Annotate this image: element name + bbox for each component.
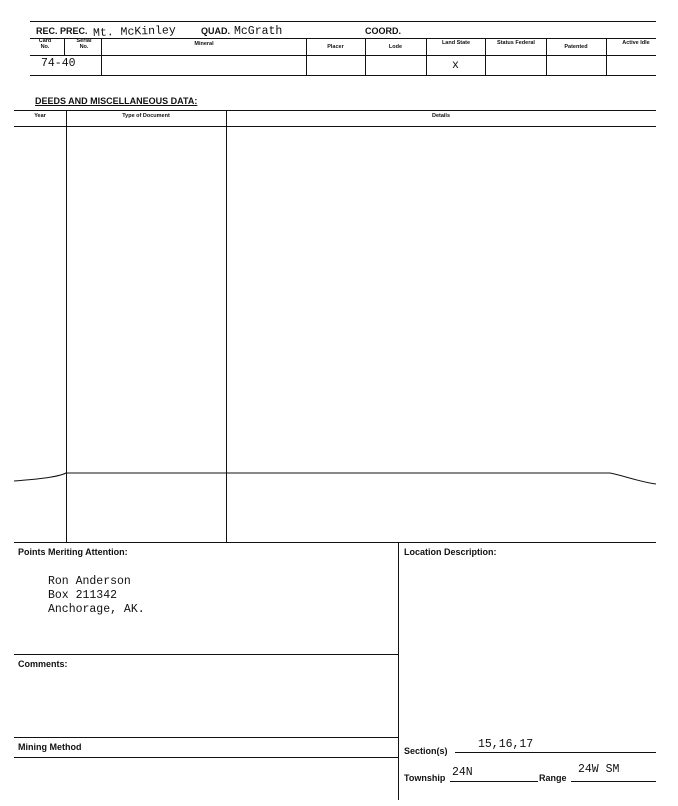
quad-label: QUAD. xyxy=(201,26,230,36)
sections-value: 15,16,17 xyxy=(478,738,534,751)
comments-label: Comments: xyxy=(18,659,68,669)
col-status-federal: Status Federal xyxy=(497,40,535,46)
range-value: 24W SM xyxy=(578,763,620,776)
fold-line xyxy=(0,462,678,492)
mining-method-bottom-rule xyxy=(14,757,398,758)
col-active-idle: Active Idle xyxy=(622,40,650,46)
col-divider xyxy=(606,38,607,75)
deeds-section-title: DEEDS AND MISCELLANEOUS DATA: xyxy=(35,96,198,106)
deeds-header-rule xyxy=(14,126,656,127)
col-details: Details xyxy=(431,113,451,119)
column-header-rule xyxy=(30,55,656,56)
col-land-state: Land State xyxy=(441,40,471,46)
col-type-of-document: Type of Document xyxy=(122,113,170,119)
range-underline xyxy=(571,781,656,782)
col-serial-no: Serial No. xyxy=(76,38,92,50)
bottom-center-divider xyxy=(398,542,399,800)
col-placer: Placer xyxy=(327,44,344,50)
header-rule xyxy=(30,38,656,39)
rec-prec-label: REC. PREC. xyxy=(36,26,88,36)
deeds-bottom-rule xyxy=(14,542,656,543)
sections-underline xyxy=(455,752,656,753)
land-state-value: x xyxy=(452,59,459,72)
top-rule xyxy=(30,21,656,22)
points-line: Ron Anderson xyxy=(48,575,131,588)
range-label: Range xyxy=(539,773,567,783)
sections-label: Section(s) xyxy=(404,746,448,756)
township-underline xyxy=(450,781,538,782)
location-label: Location Description: xyxy=(404,547,497,557)
points-line: Box 211342 xyxy=(48,589,118,602)
township-value: 24N xyxy=(452,766,473,779)
mining-method-label: Mining Method xyxy=(18,742,82,752)
rec-prec-value: Mt. McKinley xyxy=(92,24,177,40)
points-line: Anchorage, AK. xyxy=(48,603,145,616)
col-divider xyxy=(546,38,547,75)
col-mineral: Mineral xyxy=(194,41,214,47)
points-label: Points Meriting Attention: xyxy=(18,547,128,557)
mining-method-rule xyxy=(14,737,398,738)
comments-rule xyxy=(14,654,398,655)
col-lode: Lode xyxy=(388,44,403,50)
quad-value: McGrath xyxy=(234,25,283,38)
value-row-rule xyxy=(30,75,656,76)
points-address xyxy=(48,575,145,617)
township-label: Township xyxy=(404,773,446,783)
col-divider xyxy=(101,38,102,75)
col-divider xyxy=(365,38,366,75)
col-divider xyxy=(306,38,307,75)
col-card-no: Card No. xyxy=(38,38,52,50)
col-divider xyxy=(485,38,486,75)
col-divider xyxy=(64,38,65,55)
card-no-value: 74-40 xyxy=(41,57,76,70)
col-divider xyxy=(426,38,427,75)
deeds-top-rule xyxy=(14,110,656,111)
col-year: Year xyxy=(34,113,46,119)
coord-label: COORD. xyxy=(365,26,401,36)
col-patented: Patented xyxy=(564,44,588,50)
